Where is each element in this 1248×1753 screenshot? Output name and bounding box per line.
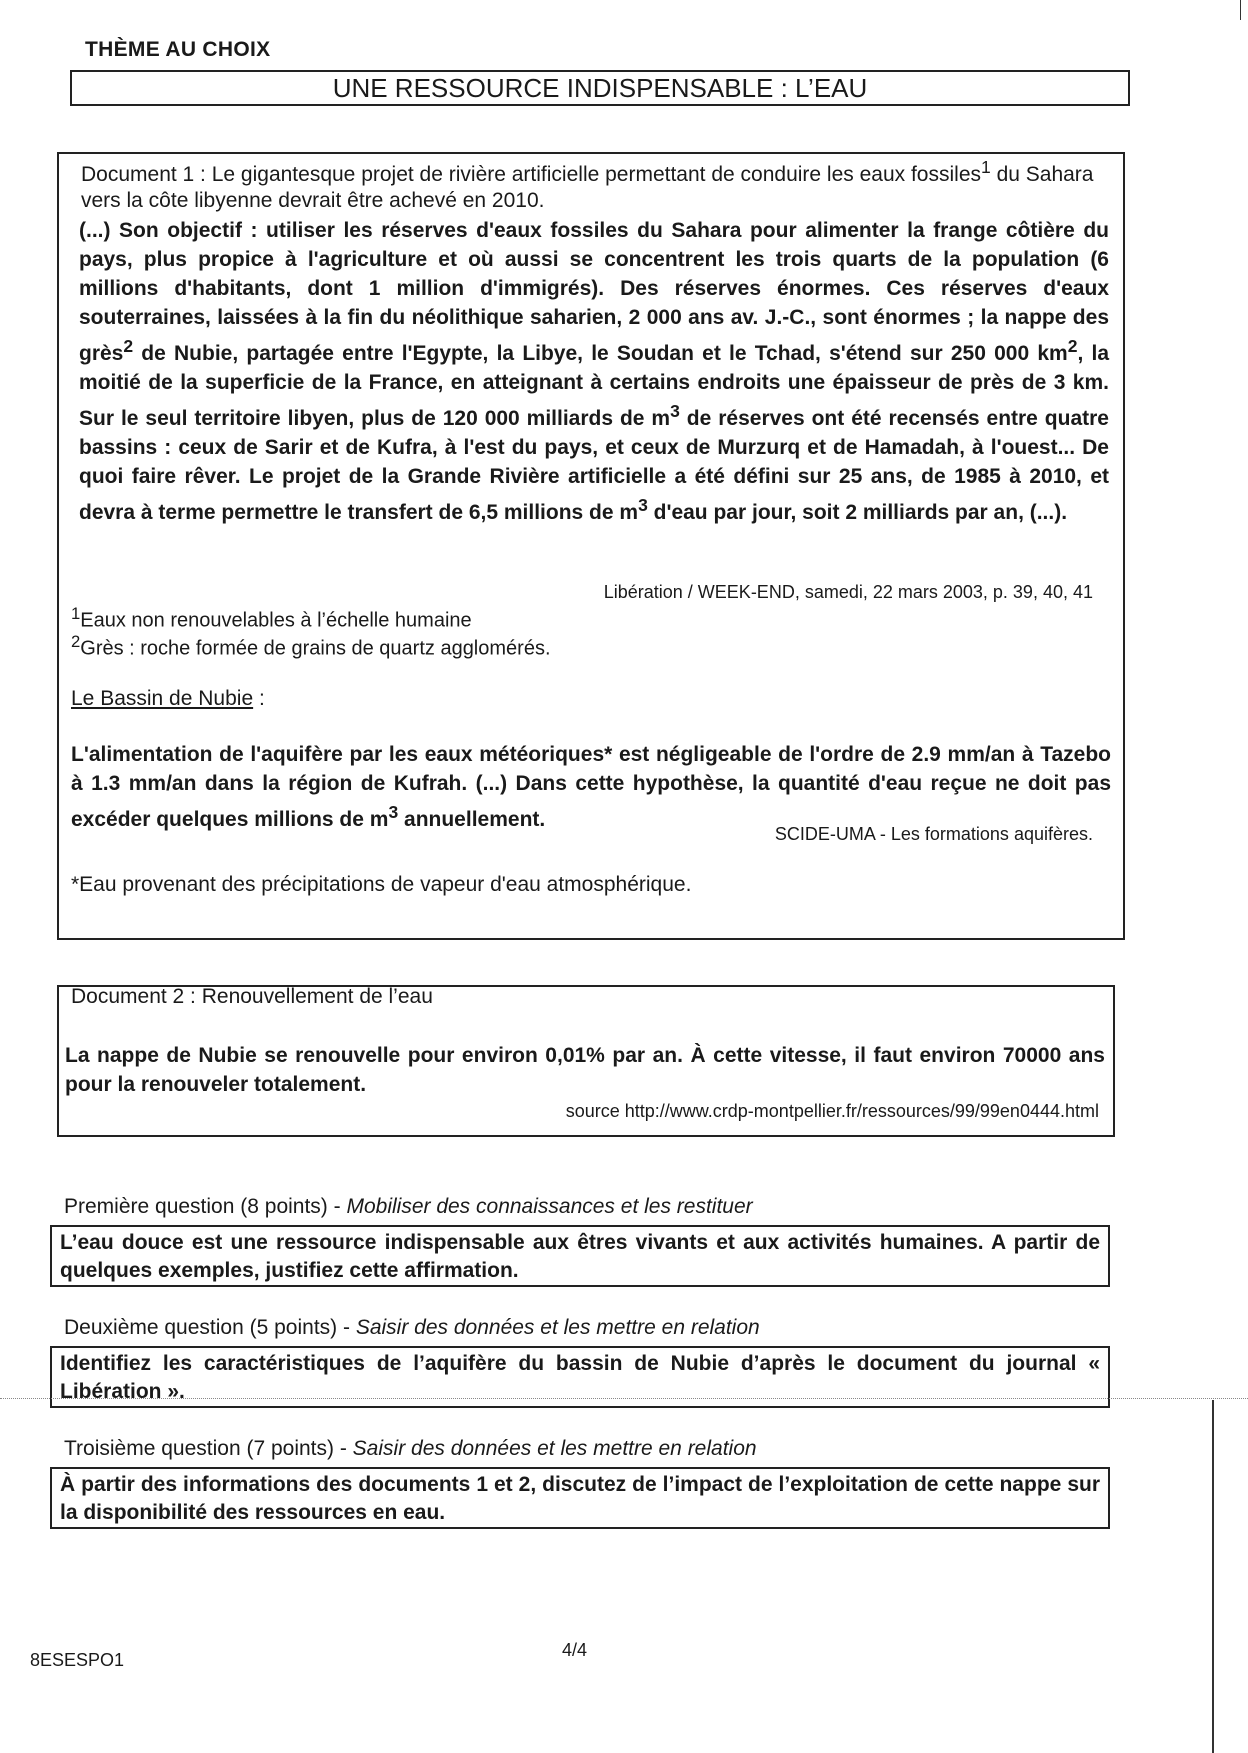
nubie-source: SCIDE-UMA - Les formations aquifères.: [774, 824, 1093, 844]
scan-dotted-line: [0, 1398, 1248, 1399]
doc2-title: Document 2 : Renouvellement de l’eau: [71, 985, 433, 1008]
doc1-quote: [79, 216, 1109, 527]
question-1-skill: Mobiliser des connaissances et les restituer: [346, 1195, 753, 1218]
doc2-source: source http://www.crdp-montpellier.fr/ressources/99/99en0444.html: [565, 1101, 1099, 1121]
footnote-2: [71, 628, 551, 663]
page-title-text: UNE RESSOURCE INDISPENSABLE : L’EAU: [332, 72, 868, 103]
question-2-skill: Saisir des données et les mettre en relation: [355, 1316, 760, 1339]
document-2-box: [57, 985, 1115, 1137]
question-3-label: Troisième question (7 points) -: [64, 1437, 353, 1460]
km2-sup: 2: [1067, 336, 1078, 356]
exam-code: 8ESESPO1: [30, 1650, 125, 1670]
doc1-quote-part-c: , la moitié de la superficie de la France, en atteignant à certains endroits une épaisseur de près de 3 km. Sur le seul territoire libyen, plus de 120 000 milliards de m: [79, 342, 1109, 430]
theme-label: THÈME AU CHOIX: [85, 38, 271, 61]
footnote-ref-1: 1: [981, 157, 991, 177]
question-1-text: L’eau douce est une ressource indispensable aux êtres vivants et aux activités humaines. A partir de quelques exemples, justifiez cette affirmation.: [60, 1231, 1100, 1282]
nubie-heading-text: Le Bassin de Nubie: [71, 687, 254, 710]
footnote-2-text: Grès : roche formée de grains de quartz agglomérés.: [80, 637, 551, 660]
nubie-heading: [71, 686, 265, 712]
question-1-label: Première question (8 points) -: [64, 1195, 347, 1218]
doc1-intro-end: du Sahara vers la côte libyenne devrait être achevé en 2010.: [81, 163, 1094, 212]
doc1-intro-text: Document 1 : Le gigantesque projet de rivière artificielle permettant de conduire les eaux fossiles: [81, 163, 981, 186]
footnote-1-number: 1: [71, 604, 81, 623]
star-note: *Eau provenant des précipitations de vapeur d'eau atmosphérique.: [71, 873, 692, 896]
page-number: 4/4: [562, 1640, 588, 1660]
document-1-box: [57, 152, 1125, 940]
scan-edge-mark: [1240, 0, 1241, 20]
footnote-1-text: Eaux non renouvelables à l’échelle humaine: [80, 609, 472, 632]
question-2-label: Deuxième question (5 points) -: [64, 1316, 356, 1339]
question-2-text: Identifiez les caractéristiques de l’aquifère du bassin de Nubie d’après le document du journal « Libération ».: [60, 1352, 1100, 1403]
nubie-heading-colon: :: [253, 687, 265, 710]
nubie-paragraph: [71, 740, 1111, 834]
doc1-quote-part-e: d'eau par jour, soit 2 milliards par an, (...).: [647, 501, 1068, 524]
footnote-ref-2: 2: [123, 336, 134, 356]
m3-sup: 3: [388, 802, 399, 822]
nubie-paragraph-b: annuellement.: [398, 808, 546, 831]
question-3-box: [50, 1467, 1110, 1529]
m3-sup: 3: [638, 495, 648, 515]
nubie-paragraph-a: L'alimentation de l'aquifère par les eaux météoriques* est négligeable de l'ordre de 2.9 mm/an à Tazebo à 1.3 mm/an dans la région de Kufrah. (...) Dans cette hypothèse, la quantité d'eau reçue ne doit pas excéder quelques millions de m: [71, 743, 1111, 831]
question-3-text: À partir des informations des documents 1 et 2, discutez de l’impact de l’exploitation de cette nappe sur la disponibilité des ressources en eau.: [60, 1473, 1100, 1524]
question-3-heading: [64, 1437, 757, 1461]
doc1-quote-part-a: (...) Son objectif : utiliser les réserves d'eaux fossiles du Sahara pour alimenter la frange côtière du pays, plus propice à l'agriculture et où aussi se concentrent les trois quarts de la population (6 millions d'habitants, dont 1 million d'immigrés). Des réserves énormes. Ces réserves d'eaux souterraines, laissées à la fin du néolithique saharien, 2 000 ans av. J.-C., sont énormes ; la nappe des grès: [79, 219, 1109, 365]
question-2-heading: [64, 1316, 760, 1340]
doc2-body: La nappe de Nubie se renouvelle pour environ 0,01% par an. À cette vitesse, il faut environ 70000 ans pour la renouveler totalement.: [65, 1044, 1105, 1096]
scan-edge-line: [1212, 1400, 1214, 1753]
page-title: [70, 70, 1130, 106]
question-3-skill: Saisir des données et les mettre en relation: [352, 1437, 757, 1460]
footnote-2-number: 2: [71, 632, 81, 651]
doc1-quote-part-d: de réserves ont été recensés entre quatre bassins : ceux de Sarir et de Kufra, à l'est du pays, et ceux de Murzurq et de Hamadah, à l'ouest... De quoi faire rêver. Le projet de la Grande Rivière artificielle a été défini sur 25 ans, de 1985 à 2010, et devra à terme permettre le transfert de 6,5 millions de m: [79, 407, 1109, 524]
question-1-heading: [64, 1195, 753, 1219]
question-1-box: [50, 1225, 1110, 1287]
doc1-intro: [81, 154, 1111, 214]
m3-sup: 3: [670, 401, 680, 421]
doc1-quote-part-b: de Nubie, partagée entre l'Egypte, la Libye, le Soudan et le Tchad, s'étend sur 250 000 km: [133, 342, 1068, 365]
doc1-source: Libération / WEEK-END, samedi, 22 mars 2003, p. 39, 40, 41: [603, 582, 1093, 602]
